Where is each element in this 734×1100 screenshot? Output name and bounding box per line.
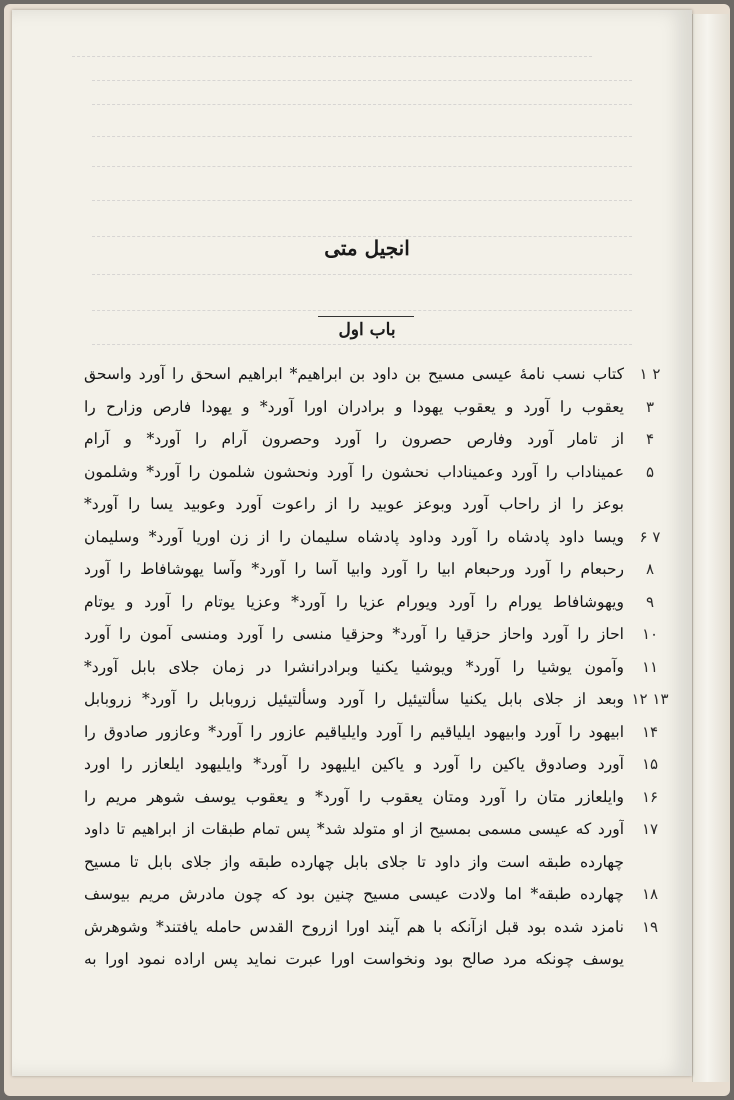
show-through-text (92, 186, 632, 201)
text-line: از تامار آورد وفارص حصرون را آورد وحصرون آرام را آورد* و آرام (84, 430, 624, 448)
text-line: ابیهود را آورد وابیهود ایلیاقیم را آورد وایلیاقیم عازور را آورد* وعازور صادوق را (84, 722, 624, 741)
show-through-text (92, 152, 632, 167)
verse-number: ۱ ۲ (639, 365, 661, 383)
show-through-text (72, 42, 592, 57)
verse-number: ۱۴ (641, 722, 659, 741)
text-line: یعقوب را آورد و یعقوب یهودا و برادران اورا آورد* و یهودا فارص وزارح را (84, 397, 624, 416)
text-line: وآمون یوشیا را آورد* ویوشیا یکنیا وبرادرانشرا در زمان جلای بابل آورد* (84, 657, 624, 676)
verse-number: ۶ ۷ (639, 527, 661, 546)
show-through-text (92, 296, 632, 311)
show-through-text (92, 222, 632, 237)
text-line: وایلعازر متان را آورد ومتان یعقوب را آورد* و یعقوب یوسف شوهر مریم را (84, 787, 624, 806)
text-line: بوعز را از راحاب آورد وبوعز عوبید را از راعوت آورد وعوبید یسا را آورد* (84, 495, 624, 513)
text-line: احاز را آورد واحاز حزقیا را آورد* وحزقیا منسی را آورد ومنسی آمون را آورد (84, 625, 624, 643)
text-line: چهارده طبقه است واز داود تا جلای بابل چهارده طبقه واز جلای بابل تا مسیح (84, 852, 624, 871)
show-through-text (92, 260, 632, 275)
chapter-divider (318, 316, 414, 317)
verse-number: ۹ (645, 592, 655, 611)
book-title: انجیل متی (324, 236, 410, 260)
text-line: آورد که عیسی مسمی بمسیح از او متولد شد* پس تمام طبقات از ابراهیم تا داود (84, 820, 624, 838)
page-stack-edge (692, 14, 729, 1082)
verse-number: ۱۶ (641, 787, 659, 806)
verse-number: ۵ (645, 462, 655, 481)
text-line: وبعد از جلای بابل یکنیا سألتیئیل را آورد وسألتیئیل زروبابل را آورد* زروبابل (84, 690, 624, 708)
chapter-heading: باب اول (338, 320, 396, 340)
text-line: عمیناداب را آورد وعمیناداب نحشون را آورد ونحشون شلمون را آورد* وشلمون (84, 462, 624, 481)
text-line: ویسا داود پادشاه را آورد وداود پادشاه سلیمان را از زن اوریا آورد* وسلیمان (84, 527, 624, 546)
verse-number: ۳ (645, 397, 655, 416)
verse-number: ۱۲ ۱۳ (631, 690, 669, 708)
text-line: ویهوشافاط یورام را آورد ویورام عزیا را آورد* وعزیا یوتام را آورد و یوتام (84, 592, 624, 611)
verse-number: ۱۰ (641, 625, 659, 643)
show-through-text (92, 66, 632, 81)
text-line: رحبعام را آورد ورحبعام ابیا را آورد وابیا آسا را آورد* وآسا یهوشافاط را آورد (84, 560, 624, 578)
verse-number (630, 943, 670, 976)
text-line: نامزد شده بود قبل ازآنکه با هم آیند اورا ازروح القدس حامله یافتند* وشوهرش (84, 917, 624, 936)
text-line: یوسف چونکه مرد صالح بود ونخواست اورا عبرت نماید پس اراده نمود اورا به (84, 950, 624, 968)
text-line: چهارده طبقه* اما ولادت عیسی مسیح چنین بود که چون مادرش مریم بیوسف (84, 885, 624, 903)
text-line: آورد وصادوق یاکین را آورد و یاکین ایلیهود را آورد* وایلیهود ایلعازر را اورد (84, 755, 624, 773)
verse-number: ۸ (645, 560, 655, 578)
verse-number (630, 488, 670, 521)
verse-number-column (630, 358, 670, 976)
verse-number (630, 846, 670, 879)
verse-number: ۴ (645, 430, 655, 448)
verse-number: ۱۱ (641, 657, 659, 676)
verse-number: ۱۷ (641, 820, 659, 838)
show-through-text (92, 90, 632, 105)
body-text (84, 358, 624, 976)
verse-number: ۱۵ (641, 755, 659, 773)
text-line: کتاب نسب نامهٔ عیسی مسیح بن داود بن ابراهیم* ابراهیم اسحق را آورد واسحق (84, 365, 624, 383)
show-through-text (92, 122, 632, 137)
verse-number: ۱۹ (641, 917, 659, 936)
verse-number: ۱۸ (641, 885, 659, 903)
